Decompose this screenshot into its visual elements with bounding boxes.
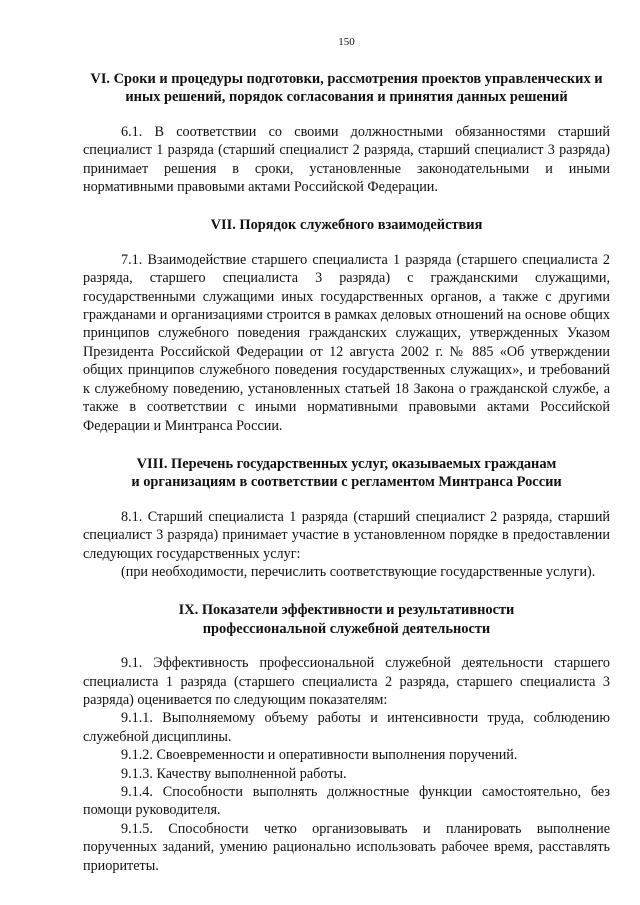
paragraph-9-1-1: 9.1.1. Выполняемому объему работы и интенсивности труда, соблюдению служебной дисциплины. [83, 710, 610, 745]
section-8-title [83, 455, 610, 492]
paragraph-7-1: 7.1. Взаимодействие старшего специалиста 1 разряда (старшего специалиста 2 разряда, старшего специалиста 3 разряда) с гражданскими служащими, государственными служащими иных государственных органов, а также с другими гражданами и организациями строится в рамках деловых отношений на основе общих принципов служебного поведения гражданских служащих, утвержденных Указом Президента Российской Федерации от 12 августа 2002 г. № 885 «Об утверждении общих принципов служебного поведения государственных служащих», и требований к служебному поведению, установленных статьей 18 Закона о гражданской службе, а также в соответствии с иными нормативными правовыми актами Российской Федерации и Минтранса России. [83, 251, 610, 434]
paragraph-8-1-note: (при необходимости, перечислить соответствующие государственные услуги). [121, 563, 596, 580]
section-7-title-line-1: VII. Порядок служебного взаимодействия [210, 217, 483, 234]
section-8-title-line-1: VIII. Перечень государственных услуг, оказываемых гражданам [136, 455, 557, 472]
paragraph-8-1: 8.1. Старший специалиста 1 разряда (старший специалист 2 разряда, старший специалист 3 разряда) принимает участие в установленном порядке в предоставлении следующих государственных услуг: [83, 508, 610, 562]
section-8-title-line-2: и организациям в соответствии с регламентом Минтранса России [131, 474, 562, 491]
section-6-title-line-2: иных решений, порядок согласования и принятия данных решений [125, 89, 568, 106]
section-9-title-line-1: IX. Показатели эффективности и результативности [178, 602, 515, 619]
paragraph-9-1-4: 9.1.4. Способности выполнять должностные функции самостоятельно, без помощи руководителя. [83, 784, 610, 819]
section-9-title [83, 601, 610, 638]
section-9-title-line-2: профессиональной служебной деятельности [202, 620, 491, 637]
paragraph-6-1: 6.1. В соответствии со своими должностными обязанностями старший специалист 1 разряда (старший специалист 2 разряда, старший специалист 3 разряда) принимает решения в сроки, установленные законодательными и иными нормативными правовыми актами Российской Федерации. [83, 123, 610, 196]
section-7-title [83, 216, 610, 234]
paragraph-9-1-5: 9.1.5. Способности четко организовывать и планировать выполнение порученных заданий, умению рационально использовать рабочее время, расставлять приоритеты. [83, 820, 610, 874]
section-6-title-line-1: VI. Сроки и процедуры подготовки, рассмотрения проектов управленческих и [90, 71, 603, 87]
page-number: 150 [338, 36, 355, 48]
paragraph-9-1: 9.1. Эффективность профессиональной служебной деятельности старшего специалиста 1 разряда (старшего специалиста 2 разряда, старшего специалиста 3 разряда) оценивается по следующим показателям: [83, 655, 610, 708]
paragraph-9-1-2: 9.1.2. Своевременности и оперативности выполнения поручений. [121, 747, 518, 764]
paragraph-9-1-3: 9.1.3. Качеству выполненной работы. [121, 765, 347, 782]
section-6-title [83, 70, 610, 107]
